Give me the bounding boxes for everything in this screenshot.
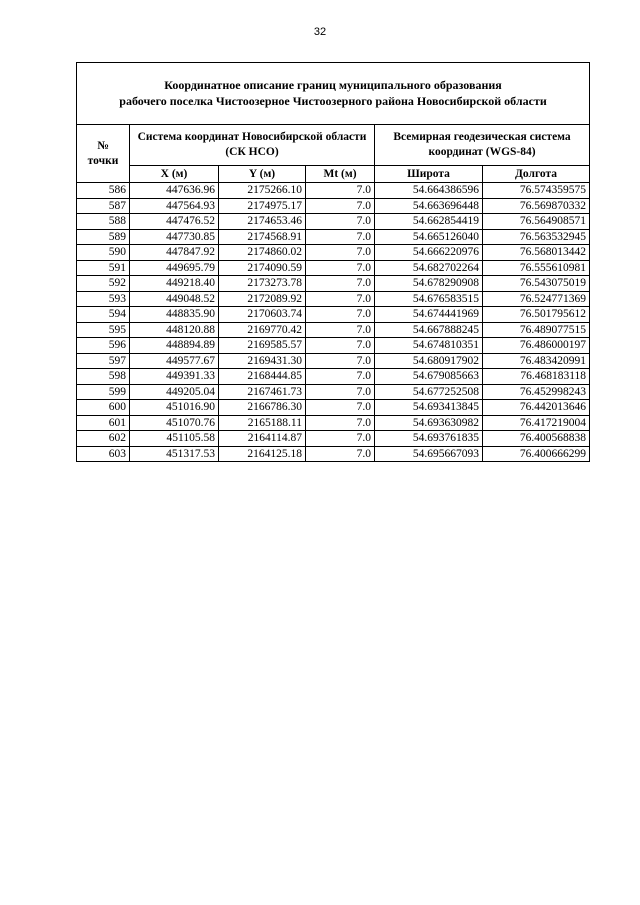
cell-x: 448120.88 bbox=[130, 322, 219, 338]
cell-y: 2169585.57 bbox=[219, 338, 306, 354]
table-body bbox=[77, 183, 590, 462]
cell-x: 447636.96 bbox=[130, 183, 219, 199]
cell-longitude: 76.400666299 bbox=[483, 446, 590, 462]
cell-longitude: 76.543075019 bbox=[483, 276, 590, 292]
table-row bbox=[77, 369, 590, 385]
cell-y: 2174975.17 bbox=[219, 198, 306, 214]
cell-longitude: 76.524771369 bbox=[483, 291, 590, 307]
cell-latitude: 54.693630982 bbox=[375, 415, 483, 431]
cell-x: 449695.79 bbox=[130, 260, 219, 276]
cell-mt: 7.0 bbox=[306, 431, 375, 447]
header-mt: Mt (м) bbox=[306, 166, 375, 183]
cell-x: 447564.93 bbox=[130, 198, 219, 214]
table-row bbox=[77, 291, 590, 307]
cell-longitude: 76.442013646 bbox=[483, 400, 590, 416]
cell-latitude: 54.674441969 bbox=[375, 307, 483, 323]
cell-y: 2165188.11 bbox=[219, 415, 306, 431]
cell-longitude: 76.569870332 bbox=[483, 198, 590, 214]
cell-mt: 7.0 bbox=[306, 276, 375, 292]
cell-y: 2167461.73 bbox=[219, 384, 306, 400]
cell-x: 451317.53 bbox=[130, 446, 219, 462]
header-x: X (м) bbox=[130, 166, 219, 183]
cell-mt: 7.0 bbox=[306, 183, 375, 199]
cell-mt: 7.0 bbox=[306, 260, 375, 276]
cell-point-number: 597 bbox=[77, 353, 130, 369]
table-row bbox=[77, 198, 590, 214]
cell-latitude: 54.693413845 bbox=[375, 400, 483, 416]
table-row bbox=[77, 245, 590, 261]
cell-longitude: 76.483420991 bbox=[483, 353, 590, 369]
header-y: Y (м) bbox=[219, 166, 306, 183]
cell-mt: 7.0 bbox=[306, 369, 375, 385]
cell-latitude: 54.663696448 bbox=[375, 198, 483, 214]
table-row bbox=[77, 338, 590, 354]
cell-mt: 7.0 bbox=[306, 400, 375, 416]
header-wgs-system: Всемирная геодезическая система координат (WGS-84) bbox=[375, 125, 590, 166]
table-row bbox=[77, 229, 590, 245]
cell-point-number: 588 bbox=[77, 214, 130, 230]
cell-point-number: 591 bbox=[77, 260, 130, 276]
cell-latitude: 54.695667093 bbox=[375, 446, 483, 462]
cell-point-number: 603 bbox=[77, 446, 130, 462]
cell-longitude: 76.452998243 bbox=[483, 384, 590, 400]
cell-latitude: 54.677252508 bbox=[375, 384, 483, 400]
cell-y: 2172089.92 bbox=[219, 291, 306, 307]
cell-longitude: 76.400568838 bbox=[483, 431, 590, 447]
cell-latitude: 54.666220976 bbox=[375, 245, 483, 261]
cell-y: 2174860.02 bbox=[219, 245, 306, 261]
cell-x: 449048.52 bbox=[130, 291, 219, 307]
cell-latitude: 54.676583515 bbox=[375, 291, 483, 307]
table-row bbox=[77, 307, 590, 323]
cell-x: 448835.90 bbox=[130, 307, 219, 323]
table-title-row bbox=[77, 63, 590, 125]
cell-point-number: 594 bbox=[77, 307, 130, 323]
cell-point-number: 586 bbox=[77, 183, 130, 199]
cell-longitude: 76.563532945 bbox=[483, 229, 590, 245]
cell-latitude: 54.662854419 bbox=[375, 214, 483, 230]
coordinates-table bbox=[76, 62, 590, 462]
cell-y: 2169431.30 bbox=[219, 353, 306, 369]
cell-x: 449218.40 bbox=[130, 276, 219, 292]
cell-point-number: 589 bbox=[77, 229, 130, 245]
cell-longitude: 76.501795612 bbox=[483, 307, 590, 323]
table-title-line-2: рабочего поселка Чистоозерное Чистоозерного района Новосибирской области bbox=[119, 94, 547, 108]
cell-latitude: 54.667888245 bbox=[375, 322, 483, 338]
cell-point-number: 590 bbox=[77, 245, 130, 261]
cell-x: 448894.89 bbox=[130, 338, 219, 354]
cell-longitude: 76.574359575 bbox=[483, 183, 590, 199]
cell-mt: 7.0 bbox=[306, 198, 375, 214]
cell-point-number: 587 bbox=[77, 198, 130, 214]
header-row-groups bbox=[77, 125, 590, 166]
cell-longitude: 76.555610981 bbox=[483, 260, 590, 276]
cell-latitude: 54.682702264 bbox=[375, 260, 483, 276]
cell-y: 2166786.30 bbox=[219, 400, 306, 416]
cell-point-number: 593 bbox=[77, 291, 130, 307]
cell-x: 449391.33 bbox=[130, 369, 219, 385]
cell-latitude: 54.679085663 bbox=[375, 369, 483, 385]
table-row bbox=[77, 183, 590, 199]
cell-y: 2169770.42 bbox=[219, 322, 306, 338]
cell-longitude: 76.417219004 bbox=[483, 415, 590, 431]
cell-y: 2173273.78 bbox=[219, 276, 306, 292]
cell-mt: 7.0 bbox=[306, 446, 375, 462]
cell-x: 451016.90 bbox=[130, 400, 219, 416]
cell-y: 2164114.87 bbox=[219, 431, 306, 447]
cell-mt: 7.0 bbox=[306, 229, 375, 245]
header-longitude: Долгота bbox=[483, 166, 590, 183]
header-latitude: Широта bbox=[375, 166, 483, 183]
cell-y: 2170603.74 bbox=[219, 307, 306, 323]
cell-y: 2174568.91 bbox=[219, 229, 306, 245]
cell-latitude: 54.680917902 bbox=[375, 353, 483, 369]
cell-point-number: 600 bbox=[77, 400, 130, 416]
table-row bbox=[77, 384, 590, 400]
header-point-number bbox=[77, 125, 130, 183]
cell-longitude: 76.486000197 bbox=[483, 338, 590, 354]
cell-x: 451070.76 bbox=[130, 415, 219, 431]
cell-longitude: 76.489077515 bbox=[483, 322, 590, 338]
cell-mt: 7.0 bbox=[306, 245, 375, 261]
cell-mt: 7.0 bbox=[306, 338, 375, 354]
cell-mt: 7.0 bbox=[306, 322, 375, 338]
cell-x: 447847.92 bbox=[130, 245, 219, 261]
table-row bbox=[77, 415, 590, 431]
cell-point-number: 602 bbox=[77, 431, 130, 447]
cell-y: 2164125.18 bbox=[219, 446, 306, 462]
cell-x: 449205.04 bbox=[130, 384, 219, 400]
cell-mt: 7.0 bbox=[306, 214, 375, 230]
header-point-number-label: точки bbox=[87, 154, 119, 167]
cell-y: 2174653.46 bbox=[219, 214, 306, 230]
cell-latitude: 54.665126040 bbox=[375, 229, 483, 245]
cell-point-number: 596 bbox=[77, 338, 130, 354]
cell-longitude: 76.564908571 bbox=[483, 214, 590, 230]
table-row bbox=[77, 353, 590, 369]
cell-mt: 7.0 bbox=[306, 307, 375, 323]
cell-longitude: 76.468183118 bbox=[483, 369, 590, 385]
header-local-system: Система координат Новосибирской области (СК НСО) bbox=[130, 125, 375, 166]
cell-point-number: 599 bbox=[77, 384, 130, 400]
table-row bbox=[77, 214, 590, 230]
cell-x: 449577.67 bbox=[130, 353, 219, 369]
table-row bbox=[77, 322, 590, 338]
cell-latitude: 54.674810351 bbox=[375, 338, 483, 354]
cell-mt: 7.0 bbox=[306, 415, 375, 431]
table-row bbox=[77, 260, 590, 276]
page-number: 32 bbox=[313, 26, 327, 38]
table-title-line-1: Координатное описание границ муниципального образования bbox=[164, 78, 502, 92]
table-title bbox=[77, 63, 590, 125]
cell-latitude: 54.678290908 bbox=[375, 276, 483, 292]
cell-y: 2175266.10 bbox=[219, 183, 306, 199]
cell-mt: 7.0 bbox=[306, 384, 375, 400]
cell-x: 447730.85 bbox=[130, 229, 219, 245]
table-row bbox=[77, 276, 590, 292]
cell-mt: 7.0 bbox=[306, 353, 375, 369]
cell-point-number: 595 bbox=[77, 322, 130, 338]
cell-longitude: 76.568013442 bbox=[483, 245, 590, 261]
cell-point-number: 592 bbox=[77, 276, 130, 292]
cell-x: 451105.58 bbox=[130, 431, 219, 447]
cell-x: 447476.52 bbox=[130, 214, 219, 230]
cell-point-number: 598 bbox=[77, 369, 130, 385]
cell-y: 2174090.59 bbox=[219, 260, 306, 276]
cell-y: 2168444.85 bbox=[219, 369, 306, 385]
cell-mt: 7.0 bbox=[306, 291, 375, 307]
cell-latitude: 54.664386596 bbox=[375, 183, 483, 199]
cell-point-number: 601 bbox=[77, 415, 130, 431]
cell-latitude: 54.693761835 bbox=[375, 431, 483, 447]
table-row bbox=[77, 431, 590, 447]
table-row bbox=[77, 446, 590, 462]
table-row bbox=[77, 400, 590, 416]
header-point-number-symbol: № bbox=[97, 140, 109, 152]
header-row-columns bbox=[77, 166, 590, 183]
